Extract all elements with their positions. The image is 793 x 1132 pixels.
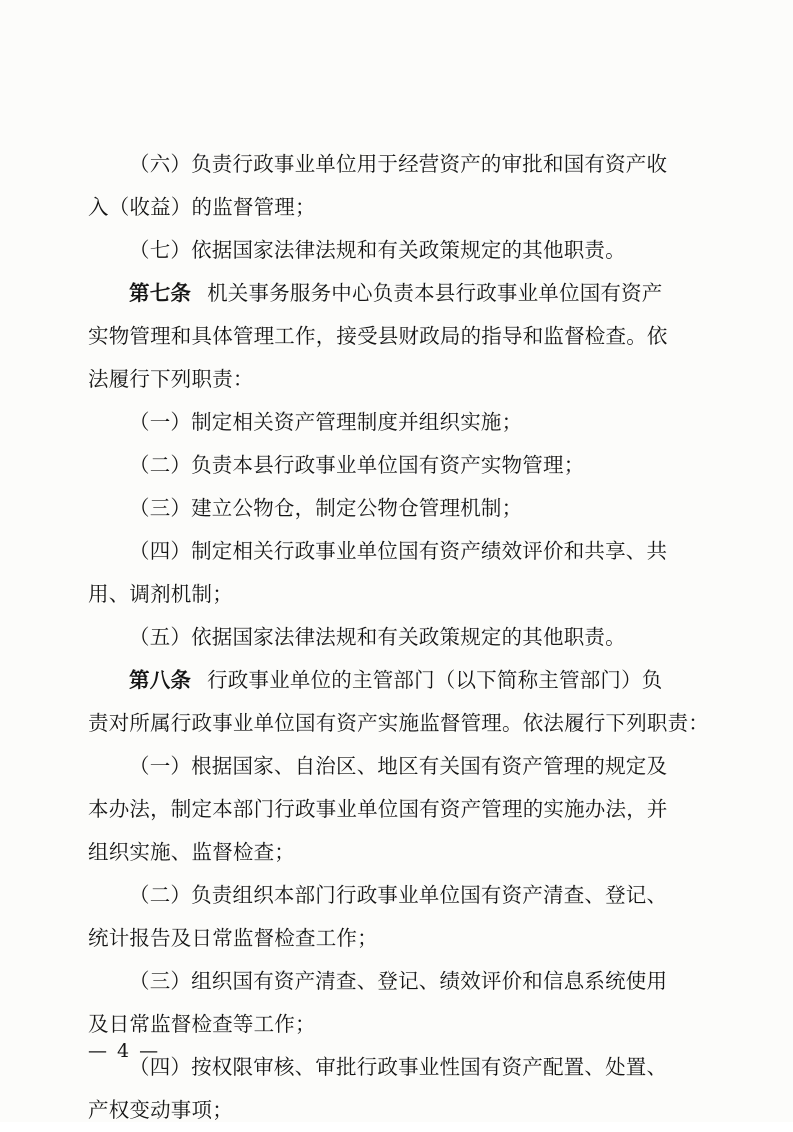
text-line bbox=[88, 831, 704, 874]
line-text: （六）负责行政事业单位用于经营资产的审批和国有资产收 bbox=[129, 152, 668, 176]
line-text: 用、调剂机制； bbox=[88, 582, 233, 606]
line-text: 行政事业单位的主管部门（以下简称主管部门）负 bbox=[207, 668, 663, 692]
line-text: 及日常监督检查等工作； bbox=[88, 1012, 316, 1036]
article-number: 第七条 bbox=[129, 281, 192, 305]
text-line bbox=[88, 960, 704, 1003]
text-line bbox=[88, 530, 704, 573]
text-line bbox=[88, 702, 709, 745]
text-line bbox=[88, 401, 704, 444]
text-line bbox=[88, 1046, 704, 1089]
line-text: （四）按权限审核、审批行政事业性国有资产配置、处置、 bbox=[129, 1055, 668, 1079]
text-line bbox=[88, 745, 704, 788]
article-paragraph-line bbox=[88, 272, 704, 315]
line-text: （三）建立公物仓，制定公物仓管理机制； bbox=[129, 496, 523, 520]
page-number: — 4 — bbox=[88, 1040, 161, 1062]
text-line bbox=[88, 573, 704, 616]
line-text: （四）制定相关行政事业单位国有资产绩效评价和共享、共 bbox=[129, 539, 668, 563]
line-text: 机关事务服务中心负责本县行政事业单位国有资产 bbox=[207, 281, 663, 305]
line-text: （一）制定相关资产管理制度并组织实施； bbox=[129, 410, 523, 434]
article-paragraph-line bbox=[88, 659, 704, 702]
line-text: 实物管理和具体管理工作，接受县财政局的指导和监督检查。依 bbox=[88, 324, 668, 348]
text-line bbox=[88, 229, 704, 272]
line-text: 本办法，制定本部门行政事业单位国有资产管理的实施办法，并 bbox=[88, 797, 668, 821]
line-text: 法履行下列职责： bbox=[88, 367, 254, 391]
line-text: 入（收益）的监督管理； bbox=[88, 195, 316, 219]
text-line bbox=[88, 874, 704, 917]
line-text: 组织实施、监督检查； bbox=[88, 840, 295, 864]
text-line bbox=[88, 917, 704, 960]
text-line bbox=[88, 788, 704, 831]
text-line bbox=[88, 1003, 704, 1046]
line-text: （二）负责组织本部门行政事业单位国有资产清查、登记、 bbox=[129, 883, 668, 907]
text-line bbox=[88, 358, 704, 401]
line-text: （五）依据国家法律法规和有关政策规定的其他职责。 bbox=[129, 625, 626, 649]
line-text: （一）根据国家、自治区、地区有关国有资产管理的规定及 bbox=[129, 754, 668, 778]
line-text: （二）负责本县行政事业单位国有资产实物管理； bbox=[129, 453, 585, 477]
text-line bbox=[88, 1089, 704, 1132]
text-line bbox=[88, 315, 704, 358]
text-line bbox=[88, 186, 704, 229]
line-text: 统计报告及日常监督检查工作； bbox=[88, 926, 378, 950]
text-line bbox=[88, 143, 704, 186]
text-line bbox=[88, 487, 704, 530]
article-number: 第八条 bbox=[129, 668, 192, 692]
text-line bbox=[88, 616, 704, 659]
line-text: （三）组织国有资产清查、登记、绩效评价和信息系统使用 bbox=[129, 969, 668, 993]
line-text: 责对所属行政事业单位国有资产实施监督管理。依法履行下列职责： bbox=[88, 711, 709, 735]
line-text: （七）依据国家法律法规和有关政策规定的其他职责。 bbox=[129, 238, 626, 262]
text-line bbox=[88, 444, 704, 487]
line-text: 产权变动事项； bbox=[88, 1098, 233, 1122]
document-body bbox=[88, 143, 709, 1132]
